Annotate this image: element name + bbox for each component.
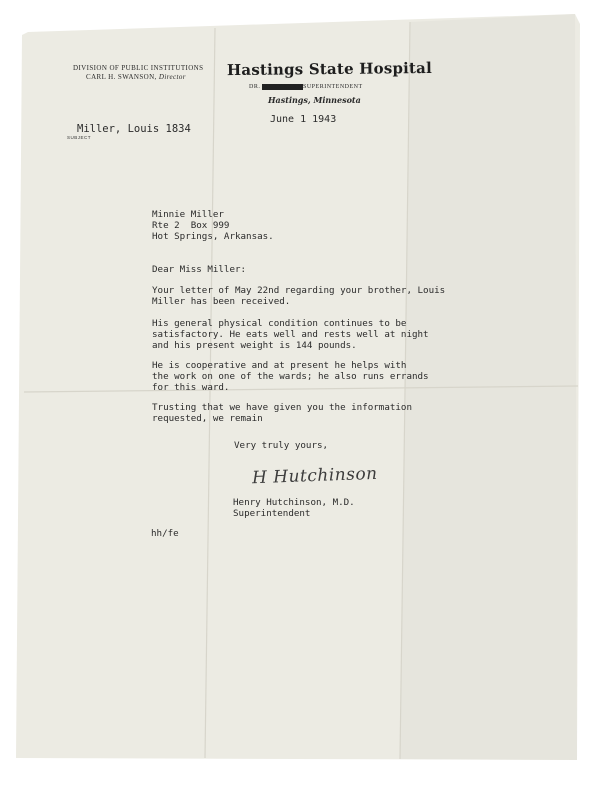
director-title: Director bbox=[158, 73, 186, 81]
superintendent-prefix: DR. bbox=[249, 84, 261, 90]
paragraph-4-line-1: Trusting that we have given you the information bbox=[152, 402, 412, 413]
closing: Very truly yours, bbox=[234, 440, 329, 451]
division-name: DIVISION OF PUBLIC INSTITUTIONS bbox=[73, 64, 204, 72]
hospital-name: Hastings State Hospital bbox=[226, 58, 433, 80]
subject-line: Miller, Louis 1834 bbox=[77, 123, 191, 135]
paragraph-3-line-2: the work on one of the wards; he also runs errands bbox=[152, 371, 429, 382]
paragraph-3-line-3: for this ward. bbox=[152, 382, 230, 393]
signer-name: Henry Hutchinson, M.D. bbox=[233, 497, 355, 508]
handwritten-signature: H Hutchinson bbox=[251, 463, 378, 489]
paragraph-4-line-2: requested, we remain bbox=[152, 413, 263, 424]
paragraph-3-line-1: He is cooperative and at present he helps with bbox=[152, 360, 407, 371]
paragraph-2-line-1: His general physical condition continues to be bbox=[152, 318, 407, 329]
superintendent-line bbox=[249, 84, 363, 90]
recipient-name: Minnie Miller bbox=[152, 209, 224, 220]
salutation: Dear Miss Miller: bbox=[152, 264, 247, 275]
letter-date: June 1 1943 bbox=[270, 114, 337, 125]
director-name: CARL H. SWANSON, bbox=[86, 73, 157, 81]
paragraph-2-line-2: satisfactory. He eats well and rests well at night bbox=[152, 329, 429, 340]
director-line bbox=[86, 73, 186, 81]
hospital-location: Hastings, Minnesota bbox=[268, 95, 361, 105]
paragraph-1-line-1: Your letter of May 22nd regarding your brother, Louis bbox=[152, 285, 446, 296]
paragraph-2-line-3: and his present weight is 144 pounds. bbox=[152, 340, 357, 351]
superintendent-struck-name: XXXXXXXX bbox=[263, 84, 303, 90]
recipient-address-line1: Rte 2 Box 999 bbox=[152, 220, 230, 231]
paragraph-1-line-2: Miller has been received. bbox=[152, 296, 291, 307]
recipient-address-line2: Hot Springs, Arkansas. bbox=[152, 231, 274, 242]
subject-label: SUBJECT bbox=[67, 135, 92, 140]
typist-initials: hh/fe bbox=[151, 528, 179, 539]
superintendent-title: SUPERINTENDENT bbox=[303, 84, 363, 90]
signer-title: Superintendent bbox=[233, 508, 311, 519]
